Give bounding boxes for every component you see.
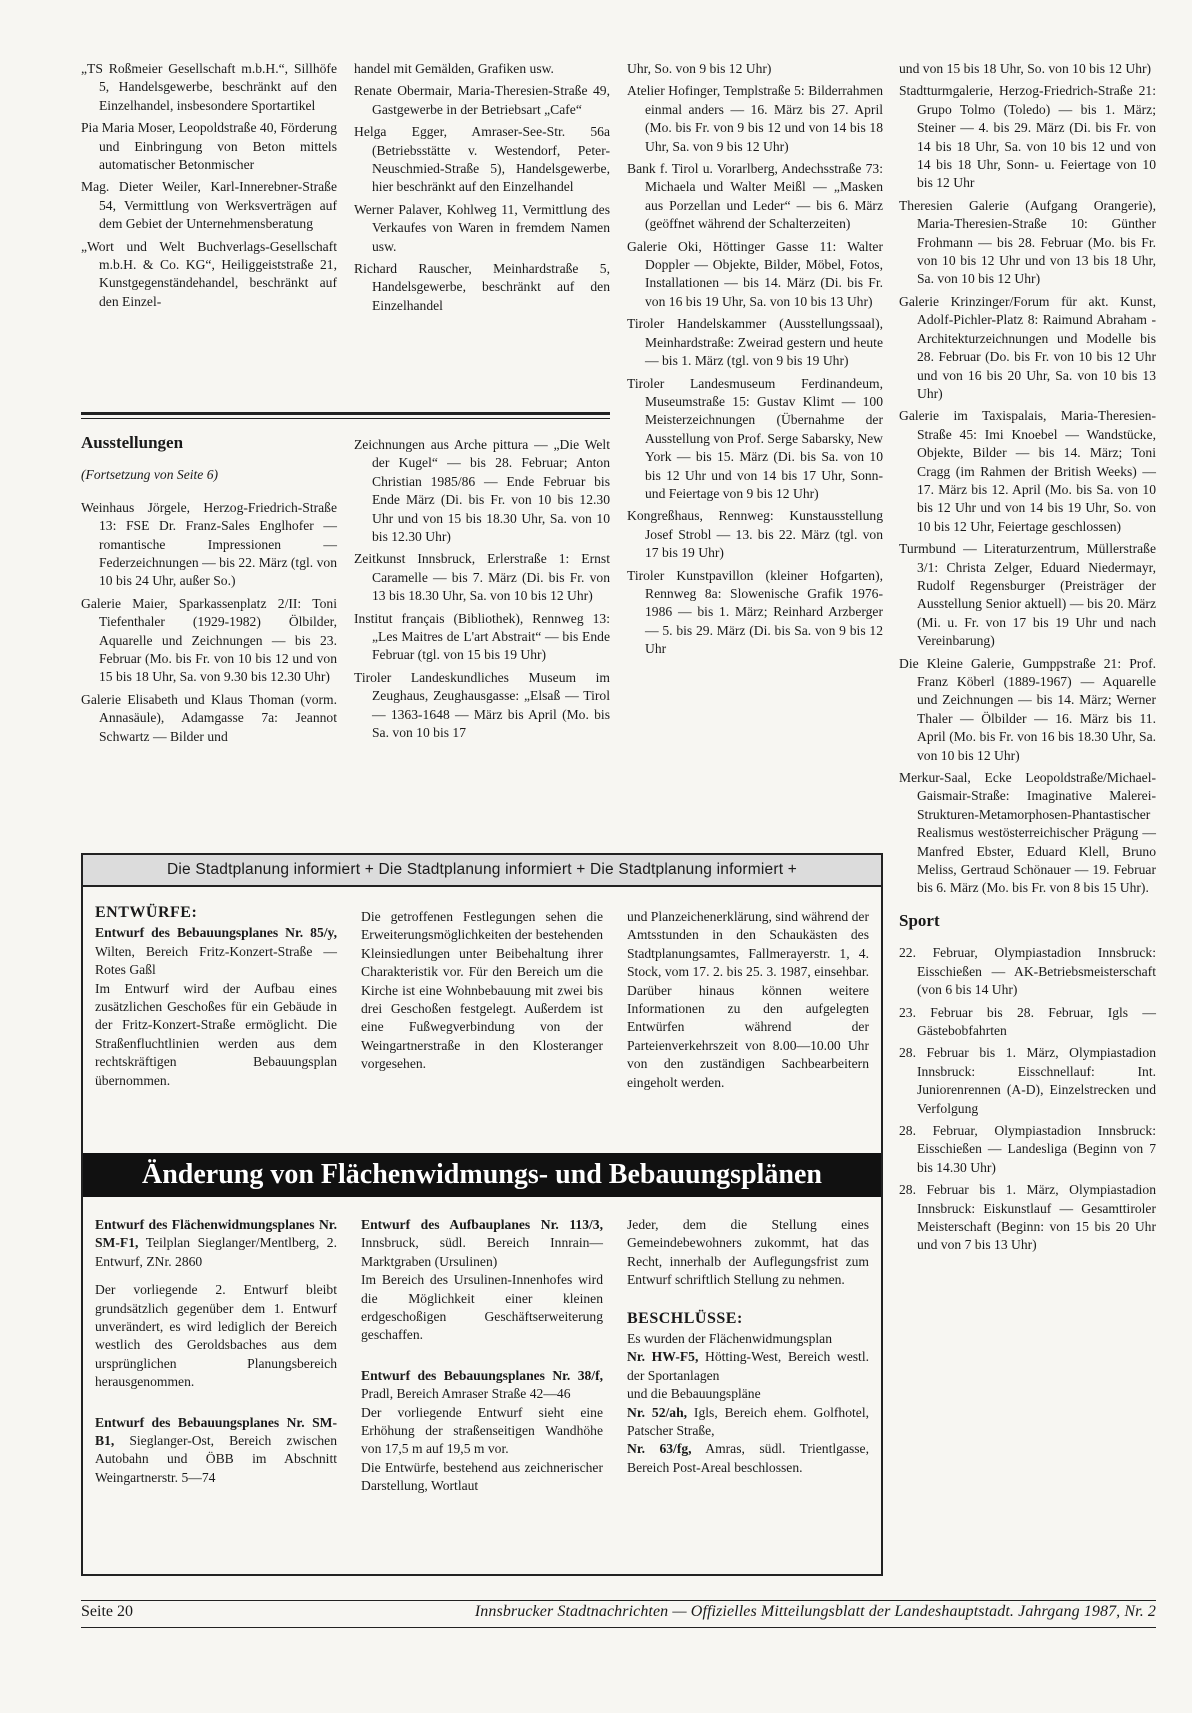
stadtplanung-column-2 xyxy=(361,908,603,1084)
entwurf-heading: Entwurf des Bebauungsplanes Nr. 38/f, Pradl, Bereich Amraser Straße 42—46 xyxy=(361,1367,603,1402)
list-item: handel mit Gemälden, Grafiken usw. xyxy=(354,61,554,76)
aenderung-column-2 xyxy=(361,1216,603,1506)
continuation-note: (Fortsetzung von Seite 6) xyxy=(81,467,219,483)
sport-item: 28. Februar, Olympiastadion Innsbruck: Eisschießen — Landesliga (Beginn von 7 bis 14.30 Uhr) xyxy=(899,1122,1156,1175)
sport-item: 23. Februar bis 28. Februar, Igls — Gästebobfahrten xyxy=(899,1004,1156,1038)
entwurf-text: Der vorliegende 2. Entwurf bleibt grundsätzlich gegenüber dem 1. Entwurf unverändert, es wird lediglich der Bereich westlich des Geroldsbaches aus dem ursprünglichen Planungsbereich herausgenommen. xyxy=(95,1282,337,1390)
ausstellungen-column-2 xyxy=(354,436,610,747)
entwurf-text: Im Bereich des Ursulinen-Innenhofes wird die Möglichkeit einer kleinen erdgeschoßigen Geschäftserweiterung geschaffen. xyxy=(361,1272,603,1343)
list-item: Theresien Galerie (Aufgang Orangerie), Maria-Theresien-Straße 10: Günther Frohmann — bis 28. Februar (Mo. bis Fr. von 10 bis 12 Uhr und von 13 bis 18 Uhr, Sa. von 10 bis 12 Uhr) xyxy=(899,197,1156,287)
list-item: Uhr, So. von 9 bis 12 Uhr) xyxy=(627,61,772,76)
list-item: Tiroler Handelskammer (Ausstellungssaal), Meinhardstraße: Zweirad gestern und heute — bis 1. März (tgl. von 9 bis 19 Uhr) xyxy=(627,316,883,369)
stadtplanung-band xyxy=(83,855,881,887)
list-item: „TS Roßmeier Gesellschaft m.b.H.“, Sillhöfe 5, Handelsgewerbe, beschränkt auf den Einzelhandel, insbesondere Sportartikel xyxy=(81,61,337,113)
ausstellungen-column-1 xyxy=(81,434,337,750)
footer-publication: Innsbrucker Stadtnachrichten — Offizielles Mitteilungsblatt der Landeshauptstadt. Jahrgang 1987, Nr. 2 xyxy=(474,1603,1156,1620)
right-column xyxy=(899,60,1156,1259)
list-item: „Wort und Welt Buchverlags-Gesellschaft m.b.H. & Co. KG“, Heiliggeiststraße 21, Kunstgegenständehandel, beschränkt auf den Einzel- xyxy=(81,238,337,309)
ausstellungen-column-3 xyxy=(627,60,883,663)
beschluss-intro: und die Bebauungspläne xyxy=(627,1386,761,1402)
list-item: Atelier Hofinger, Templstraße 5: Bilderrahmen einmal anders — 16. März bis 27. April (Mo. bis Fr. von 9 bis 12 und von 14 bis 18 Uhr, Sa. von 9 bis 12 Uhr) xyxy=(627,83,883,154)
stellung-text: Jeder, dem die Stellung eines Gemeindebewohners zukommt, hat das Recht, innerhalb der Auflegungsfrist zum Entwurf schriftlich Stellung zu nehmen. xyxy=(627,1217,869,1288)
list-item: Mag. Dieter Weiler, Karl-Innerebner-Straße 54, Vermittlung von Werksverträgen auf dem Gebiet der Unternehmensberatung xyxy=(81,179,337,232)
footer-rule xyxy=(81,1600,1156,1601)
list-item: Galerie im Taxispalais, Maria-Theresien-Straße 45: Imi Knoebel — Wandstücke, Objekte, Bilder — bis 14. März; Toni Cragg (im Rahmen der British Weeks) — 17. März bis 12. April (Mo. bis Sa. von 10 bis 12 Uhr und von 14 bis 19 Uhr, So. von 10 bis 12 Uhr, Feiertage geschlossen) xyxy=(899,408,1156,534)
aenderung-column-1 xyxy=(95,1216,337,1497)
sport-item: 28. Februar bis 1. März, Olympiastadion Innsbruck: Eisschnellauf: Int. Juniorenrennen (A-D), Einzelstrecken und Verfolgung xyxy=(899,1045,1156,1116)
list-item: Tiroler Landesmuseum Ferdinandeum, Museumstraße 15: Gustav Klimt — 100 Meisterzeichnungen (Übernahme der Ausstellung von Prof. Serge Sabarsky, New York — bis 15. März (Di. bis Sa. von 10 bis 12 Uhr und von 14 bis 17 Uhr, Sonn- und Feiertage von 9 bis 12 Uhr) xyxy=(627,375,883,501)
entwurf-heading: Entwurf des Bebauungsplanes Nr. SM-B1, Sieglanger-Ost, Bereich zwischen Autobahn und ÖBB im Abschnitt Weingartnerstr. 5—74 xyxy=(95,1414,337,1485)
list-item: Tiroler Landeskundliches Museum im Zeughaus, Zeughausgasse: „Elsaß — Tirol — 1363-1648 — März bis April (Mo. bis Sa. von 10 bis 17 xyxy=(354,669,610,741)
section-divider xyxy=(81,412,610,415)
stadtplanung-column-1 xyxy=(95,904,337,1100)
aenderung-column-3 xyxy=(627,1216,869,1487)
section-divider-thin xyxy=(81,418,610,419)
list-item: Stadtturmgalerie, Herzog-Friedrich-Straße 21: Grupo Tolmo (Toledo) — bis 1. März; Steiner — 4. bis 29. März (Di. bis Fr. von 14 bis 18 Uhr, Sa. von 10 bis 12 und von 14 bis 18 Uhr, Sonn- u. Feiertage von 10 bis 12 Uhr xyxy=(899,83,1156,191)
beschluss-intro: Es wurden der Flächenwidmungsplan xyxy=(627,1331,832,1347)
list-item: Bank f. Tirol u. Vorarlberg, Andechsstraße 73: Michaela und Walter Meißl — „Masken aus Porzellan und Leder“ — bis 6. März (geöffnet während der Schalterzeiten) xyxy=(627,161,883,232)
beschluss-item: Nr. 52/ah, Igls, Bereich ehem. Golfhotel, Patscher Straße, xyxy=(627,1404,870,1439)
list-item: Weinhaus Jörgele, Herzog-Friedrich-Straße 13: FSE Dr. Franz-Sales Englhofer — romantische Impressionen — Federzeichnungen — bis 22. März (tgl. von 10 bis 24 Uhr, außer So.) xyxy=(81,499,337,589)
aenderung-band-text: Änderung von Flächenwidmungs- und Bebauungsplänen xyxy=(141,1159,822,1190)
list-item: Galerie Oki, Höttinger Gasse 11: Walter Doppler — Objekte, Bilder, Möbel, Fotos, Installationen — bis 14. März (Di. bis Fr. von 16 bis 19 Uhr, Sa. von 10 bis 13 Uhr) xyxy=(627,238,883,309)
list-item: Die Kleine Galerie, Gumppstraße 21: Prof. Franz Köberl (1889-1967) — Aquarelle und Zeichnungen — bis 14. März; Werner Thaler — Ölbilder — 16. März bis 11. April (Mo. bis Fr. von 16 bis 18.30 Uhr, Sa. von 10 bis 12 Uhr) xyxy=(899,655,1156,763)
sport-item: 22. Februar, Olympiastadion Innsbruck: Eisschießen — AK-Betriebsmeisterschaft (von 6 bis 14 Uhr) xyxy=(899,945,1156,998)
section-title-ausstellungen: Ausstellungen xyxy=(81,433,184,452)
list-item: Helga Egger, Amraser-See-Str. 56a (Betriebsstätte v. Westendorf, Peter-Neuschmied-Straße 5), Handelsgewerbe, hier beschränkt auf den Einzelhandel xyxy=(354,124,610,195)
list-item: Tiroler Kunstpavillon (kleiner Hofgarten), Rennweg 8a: Slowenische Grafik 1976-1986 — bis 1. März; Reinhard Arzberger — 5. bis 29. März (Di. bis Sa. von 9 bis 12 Uhr xyxy=(627,567,883,657)
section-title-sport: Sport xyxy=(899,910,940,930)
entwurf-text: Im Entwurf wird der Aufbau eines zusätzlichen Geschoßes für ein Gebäude in der Fritz-Konzert-Straße ermöglicht. Die Straßenfluchtlinien werden aus dem rechtskräftigen Bebauungsplan übernommen. xyxy=(95,980,337,1088)
list-item: Kongreßhaus, Rennweg: Kunstausstellung Josef Strobl — 13. bis 22. März (tgl. von 17 bis 19 Uhr) xyxy=(627,508,883,561)
sport-item: 28. Februar bis 1. März, Olympiastadion Innsbruck: Eiskunstlauf — Gesamttiroler Meisterschaft (Beginn: von 15 bis 20 Uhr und von 7 bis 13 Uhr) xyxy=(899,1182,1156,1253)
list-item: Pia Maria Moser, Leopoldstraße 40, Förderung und Einbringung von Beton mittels automatischer Betonmischer xyxy=(81,120,337,173)
list-item: Renate Obermair, Maria-Theresien-Straße 49, Gastgewerbe in der Betriebsart „Cafe“ xyxy=(354,83,610,117)
beschluss-item: Nr. 63/fg, Amras, südl. Trientlgasse, Bereich Post-Areal beschlossen. xyxy=(627,1441,869,1475)
list-item: Richard Rauscher, Meinhardstraße 5, Handelsgewerbe, beschränkt auf den Einzelhandel xyxy=(354,261,610,313)
beschluss-item: Nr. HW-F5, Hötting-West, Bereich westl. der Sportanlagen xyxy=(627,1349,869,1383)
footer-rule-bottom xyxy=(81,1627,1156,1628)
list-item: Galerie Krinzinger/Forum für akt. Kunst, Adolf-Pichler-Platz 8: Raimund Abraham - Architekturzeichnungen und Modelle bis 28. Februar (Do. bis Fr. von 10 bis 12 Uhr und von 16 bis 20 Uhr, Sa. von 10 bis 13 Uhr) xyxy=(899,293,1156,401)
list-item: Merkur-Saal, Ecke Leopoldstraße/Michael-Gaismair-Straße: Imaginative Malerei-Strukturen-Metamorphosen-Phantastischer Realismus westösterreichischer Prägung — Manfred Ebster, Eduard Klell, Bruno Meliss, Gertraud Schönauer — 19. Februar bis 6. März (Mo. bis Fr. von 8 bis 15 Uhr). xyxy=(899,770,1156,896)
entwurf-heading: Entwurf des Aufbauplanes Nr. 113/3, Innsbruck, südl. Bereich Innrain—Marktgraben (Ursulinen) xyxy=(361,1217,603,1269)
list-item: Turmbund — Literaturzentrum, Müllerstraße 3/1: Christa Zelger, Eduard Niedermayr, Rudolf Regensburger (Preisträger der Ausstellung Senior aktuell) — bis 20. März (Mi. u. Fr. von 17 bis 19 Uhr und nach Vereinbarung) xyxy=(899,541,1156,649)
stadtplanung-column-3 xyxy=(627,908,869,1102)
entwurf-text: Die getroffenen Festlegungen sehen die Erweiterungsmöglichkeiten der bestehenden Kleinsiedlungen unter Beibehaltung ihrer Charakteristik vor. Für den Bereich um die Kirche ist eine Wohnbebauung mit zwei bis drei Geschoßen festgelegt. Außerdem ist eine Fußwegverbindung von der Weingartnerstraße in den Klosteranger vorgesehen. xyxy=(361,909,603,1072)
list-item: Institut français (Bibliothek), Rennweg 13: „Les Maitres de L'art Abstrait“ — bis Ende Februar (tgl. von 15 bis 19 Uhr) xyxy=(354,610,610,663)
stadtplanung-band-text: Die Stadtplanung informiert + Die Stadtplanung informiert + Die Stadtplanung informiert + xyxy=(167,861,797,878)
entwurf-text: Der vorliegende Entwurf sieht eine Erhöhung der straßenseitigen Wandhöhe von 17,5 m auf 19,5 m vor. xyxy=(361,1404,603,1457)
aenderung-band xyxy=(83,1153,881,1197)
top-column-1 xyxy=(81,60,337,315)
list-item: Zeitkunst Innsbruck, Erlerstraße 1: Ernst Caramelle — bis 7. März (Di. bis Fr. von 13 bis 18.30 Uhr, Sa. von 10 bis 12 Uhr) xyxy=(354,551,610,604)
footer-page-number: Seite 20 xyxy=(81,1603,133,1620)
beschluesse-heading: BESCHLÜSSE: xyxy=(627,1309,743,1327)
entwuerfe-heading: ENTWÜRFE: xyxy=(95,904,198,921)
entwurf-text: Die Entwürfe, bestehend aus zeichnerischer Darstellung, Wortlaut xyxy=(361,1459,603,1494)
entwurf-heading: Entwurf des Bebauungsplanes Nr. 85/y, Wilten, Bereich Fritz-Konzert-Straße — Rotes Gaßl xyxy=(95,925,337,978)
entwurf-heading: Entwurf des Flächenwidmungsplanes Nr. SM-F1, Teilplan Sieglanger/Mentlberg, 2. Entwurf, ZNr. 2860 xyxy=(95,1217,337,1269)
entwurf-text: und Planzeichenerklärung, sind während der Amtsstunden in den Schaukästen des Stadtplanungsamtes, Fallmerayerstr. 1, 4. Stock, vom 17. 2. bis 25. 3. 1987, einsehbar. Darüber hinaus können weitere Informationen zu den aufgelegten Entwürfen während der Parteienverkehrszeit von 8.00—10.00 Uhr von den zuständigen Sachbearbeitern eingeholt werden. xyxy=(627,909,869,1090)
list-item: und von 15 bis 18 Uhr, So. von 10 bis 12 Uhr) xyxy=(899,61,1152,76)
top-column-2 xyxy=(354,60,610,319)
list-item: Werner Palaver, Kohlweg 11, Vermittlung des Verkaufes von Waren in fremdem Namen usw. xyxy=(354,201,610,254)
list-item: Galerie Elisabeth und Klaus Thoman (vorm. Annasäule), Adamgasse 7a: Jeannot Schwartz — Bilder und xyxy=(81,691,337,744)
list-item: Zeichnungen aus Arche pittura — „Die Welt der Kugel“ — bis 28. Februar; Anton Christian 1985/86 — Ende Februar bis Ende März (Di. bis Fr. von 10 bis 12.30 Uhr und von 15 bis 18.30 Uhr, Sa. von 10 bis 12.30 Uhr) xyxy=(354,437,610,545)
list-item: Galerie Maier, Sparkassenplatz 2/II: Toni Tiefenthaler (1929-1982) Ölbilder, Aquarelle und Zeichnungen — bis 23. Februar (Mo. bis Fr. von 10 bis 12 und von 15 bis 18 Uhr, Sa. von 9.30 bis 12.30 Uhr) xyxy=(81,595,337,685)
